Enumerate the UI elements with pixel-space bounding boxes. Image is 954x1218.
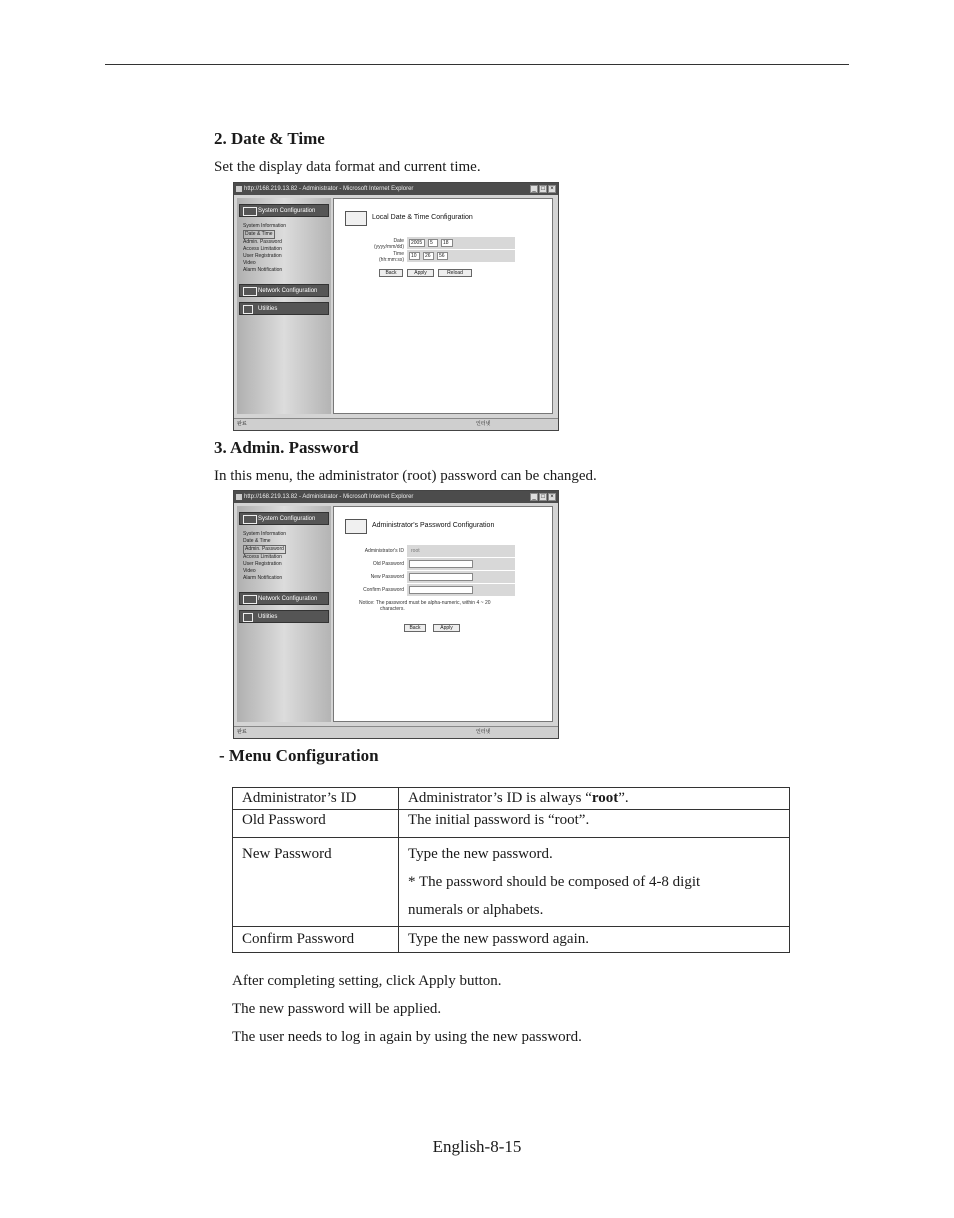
time-format-label: (hh:mm:ss) <box>379 257 404 263</box>
table-cell-name: Old Password <box>233 810 399 838</box>
submenu-list <box>243 531 286 582</box>
section-heading-admin-password: 3. Admin. Password <box>214 438 359 457</box>
maximize-icon[interactable]: □ <box>539 493 547 501</box>
content-panel <box>333 198 553 414</box>
desc-line: * The password should be composed of 4-8 digit <box>408 874 701 890</box>
submenu-item[interactable]: Alarm Notification <box>243 267 283 273</box>
nav-label: System Configuration <box>258 516 316 522</box>
table-cell-desc: The initial password is “root”. <box>399 810 790 838</box>
nav-label: Utilities <box>258 306 278 312</box>
key-icon <box>345 519 367 534</box>
month-input[interactable]: 5 <box>428 239 438 247</box>
reload-button[interactable]: Reload <box>438 269 472 277</box>
table-row <box>233 810 790 838</box>
nav-system-configuration[interactable] <box>239 512 329 525</box>
maximize-icon[interactable]: □ <box>539 185 547 193</box>
submenu-item[interactable]: Access Limitation <box>243 554 282 560</box>
minute-input[interactable]: 26 <box>423 252 434 260</box>
status-bar <box>234 418 558 430</box>
status-zone: 인터넷 <box>476 421 491 427</box>
content-title: Local Date & Time Configuration <box>372 214 473 221</box>
nav-network-configuration[interactable] <box>239 284 329 297</box>
password-notice <box>359 600 529 612</box>
ie-icon <box>236 494 242 500</box>
table-cell-name: Administrator’s ID <box>233 788 399 810</box>
nav-label: Network Configuration <box>258 288 318 294</box>
notice-line-2: characters. <box>380 606 405 612</box>
window-title: http://168.219.13.82 - Administrator - Microsoft Internet Explorer <box>244 494 414 500</box>
time-row <box>349 250 519 262</box>
year-input[interactable]: 2005 <box>409 239 425 247</box>
apply-button[interactable]: Apply <box>433 624 460 632</box>
page-number: English-8-15 <box>432 1137 522 1156</box>
top-rule <box>105 64 849 65</box>
monitor-icon <box>243 515 257 524</box>
table-cell-desc: Type the new password again. <box>399 927 790 953</box>
sidebar <box>237 506 331 722</box>
menu-configuration-table <box>232 787 790 953</box>
submenu-item[interactable]: Alarm Notification <box>243 575 283 581</box>
desc-line: Type the new password. <box>408 846 553 862</box>
window-titlebar <box>234 491 558 503</box>
nav-label: System Configuration <box>258 208 316 214</box>
table-cell-desc <box>399 838 790 927</box>
clock-icon <box>345 211 367 226</box>
network-icon <box>243 287 257 296</box>
day-input[interactable]: 18 <box>441 239 453 247</box>
submenu-item[interactable]: Video <box>243 568 256 574</box>
nav-system-configuration[interactable] <box>239 204 329 217</box>
back-button[interactable]: Back <box>379 269 403 277</box>
table-cell-name <box>233 838 399 927</box>
old-password-input[interactable] <box>409 560 473 568</box>
status-bar <box>234 726 558 738</box>
screenshot-date-time-window <box>233 182 559 431</box>
table-row <box>233 838 790 927</box>
ie-icon <box>236 186 242 192</box>
date-row <box>349 237 519 249</box>
confirm-password-label: Confirm Password <box>363 587 404 593</box>
cell-text: New Password <box>242 846 332 862</box>
monitor-icon <box>243 207 257 216</box>
section-heading-date-time: 2. Date & Time <box>214 129 325 148</box>
submenu-item[interactable]: Admin. Password <box>243 239 282 245</box>
notice-line-1: Notice: The password must be alpha-numeric, within 4 ~ 20 <box>359 600 491 606</box>
submenu-item[interactable]: System Information <box>243 223 287 229</box>
admin-id-value: root <box>411 548 420 554</box>
minimize-icon[interactable]: _ <box>530 493 538 501</box>
submenu-item-selected[interactable]: Admin. Password <box>245 546 284 552</box>
section-description-date-time: Set the display data format and current time. <box>214 159 481 175</box>
submenu-item[interactable]: Access Limitation <box>243 246 282 252</box>
desc-bold: root <box>591 790 619 806</box>
nav-utilities[interactable] <box>239 302 329 315</box>
second-input[interactable]: 56 <box>437 252 448 260</box>
date-format-label: (yyyy/mm/dd) <box>374 244 404 250</box>
tools-icon <box>243 613 253 622</box>
minimize-icon[interactable]: _ <box>530 185 538 193</box>
section-description-admin-password: In this menu, the administrator (root) password can be changed. <box>214 468 597 484</box>
submenu-item[interactable]: System Information <box>243 531 287 537</box>
date-label: Date <box>393 238 404 244</box>
apply-button[interactable]: Apply <box>407 269 434 277</box>
window-title: http://168.219.13.82 - Administrator - Microsoft Internet Explorer <box>244 186 414 192</box>
submenu-item[interactable]: User Registration <box>243 561 282 567</box>
network-icon <box>243 595 257 604</box>
nav-label: Utilities <box>258 614 278 620</box>
submenu-item[interactable]: User Registration <box>243 253 282 259</box>
desc-text: ”. <box>618 790 629 806</box>
status-done: 완료 <box>237 421 247 427</box>
table-row <box>233 927 790 953</box>
note-line-3: The user needs to log in again by using the new password. <box>232 1029 582 1045</box>
close-icon[interactable]: × <box>548 185 556 193</box>
time-label: Time <box>393 251 404 257</box>
new-password-label: New Password <box>370 574 404 580</box>
status-zone: 인터넷 <box>476 729 491 735</box>
content-title: Administrator's Password Configuration <box>372 522 495 529</box>
note-line-2: The new password will be applied. <box>232 1001 442 1017</box>
submenu-item[interactable]: Date & Time <box>243 538 271 544</box>
submenu-item[interactable]: Video <box>243 260 256 266</box>
confirm-password-row <box>349 584 519 596</box>
table-row <box>233 788 790 810</box>
hour-input[interactable]: 10 <box>409 252 420 260</box>
nav-label: Network Configuration <box>258 596 318 602</box>
nav-utilities[interactable] <box>239 610 329 623</box>
new-password-row <box>349 571 519 583</box>
status-done: 완료 <box>237 729 247 735</box>
table-cell-desc <box>399 788 790 810</box>
tools-icon <box>243 305 253 314</box>
table-cell-name: Confirm Password <box>233 927 399 953</box>
admin-id-row <box>349 545 519 557</box>
desc-line: numerals or alphabets. <box>408 902 544 918</box>
nav-network-configuration[interactable] <box>239 592 329 605</box>
submenu-item-selected[interactable]: Date & Time <box>245 231 273 237</box>
confirm-password-input[interactable] <box>409 586 473 594</box>
menu-configuration-heading: - Menu Configuration <box>219 746 379 765</box>
new-password-input[interactable] <box>409 573 473 581</box>
close-icon[interactable]: × <box>548 493 556 501</box>
old-password-label: Old Password <box>372 561 404 567</box>
window-titlebar <box>234 183 558 195</box>
sidebar <box>237 198 331 414</box>
note-line-1: After completing setting, click Apply button. <box>232 973 502 989</box>
content-panel <box>333 506 553 722</box>
back-button[interactable]: Back <box>404 624 426 632</box>
screenshot-admin-password-window <box>233 490 559 739</box>
desc-text: Administrator’s ID is always “ <box>408 790 592 806</box>
old-password-row <box>349 558 519 570</box>
admin-id-label: Administrator's ID <box>364 548 404 554</box>
submenu-list <box>243 223 286 274</box>
